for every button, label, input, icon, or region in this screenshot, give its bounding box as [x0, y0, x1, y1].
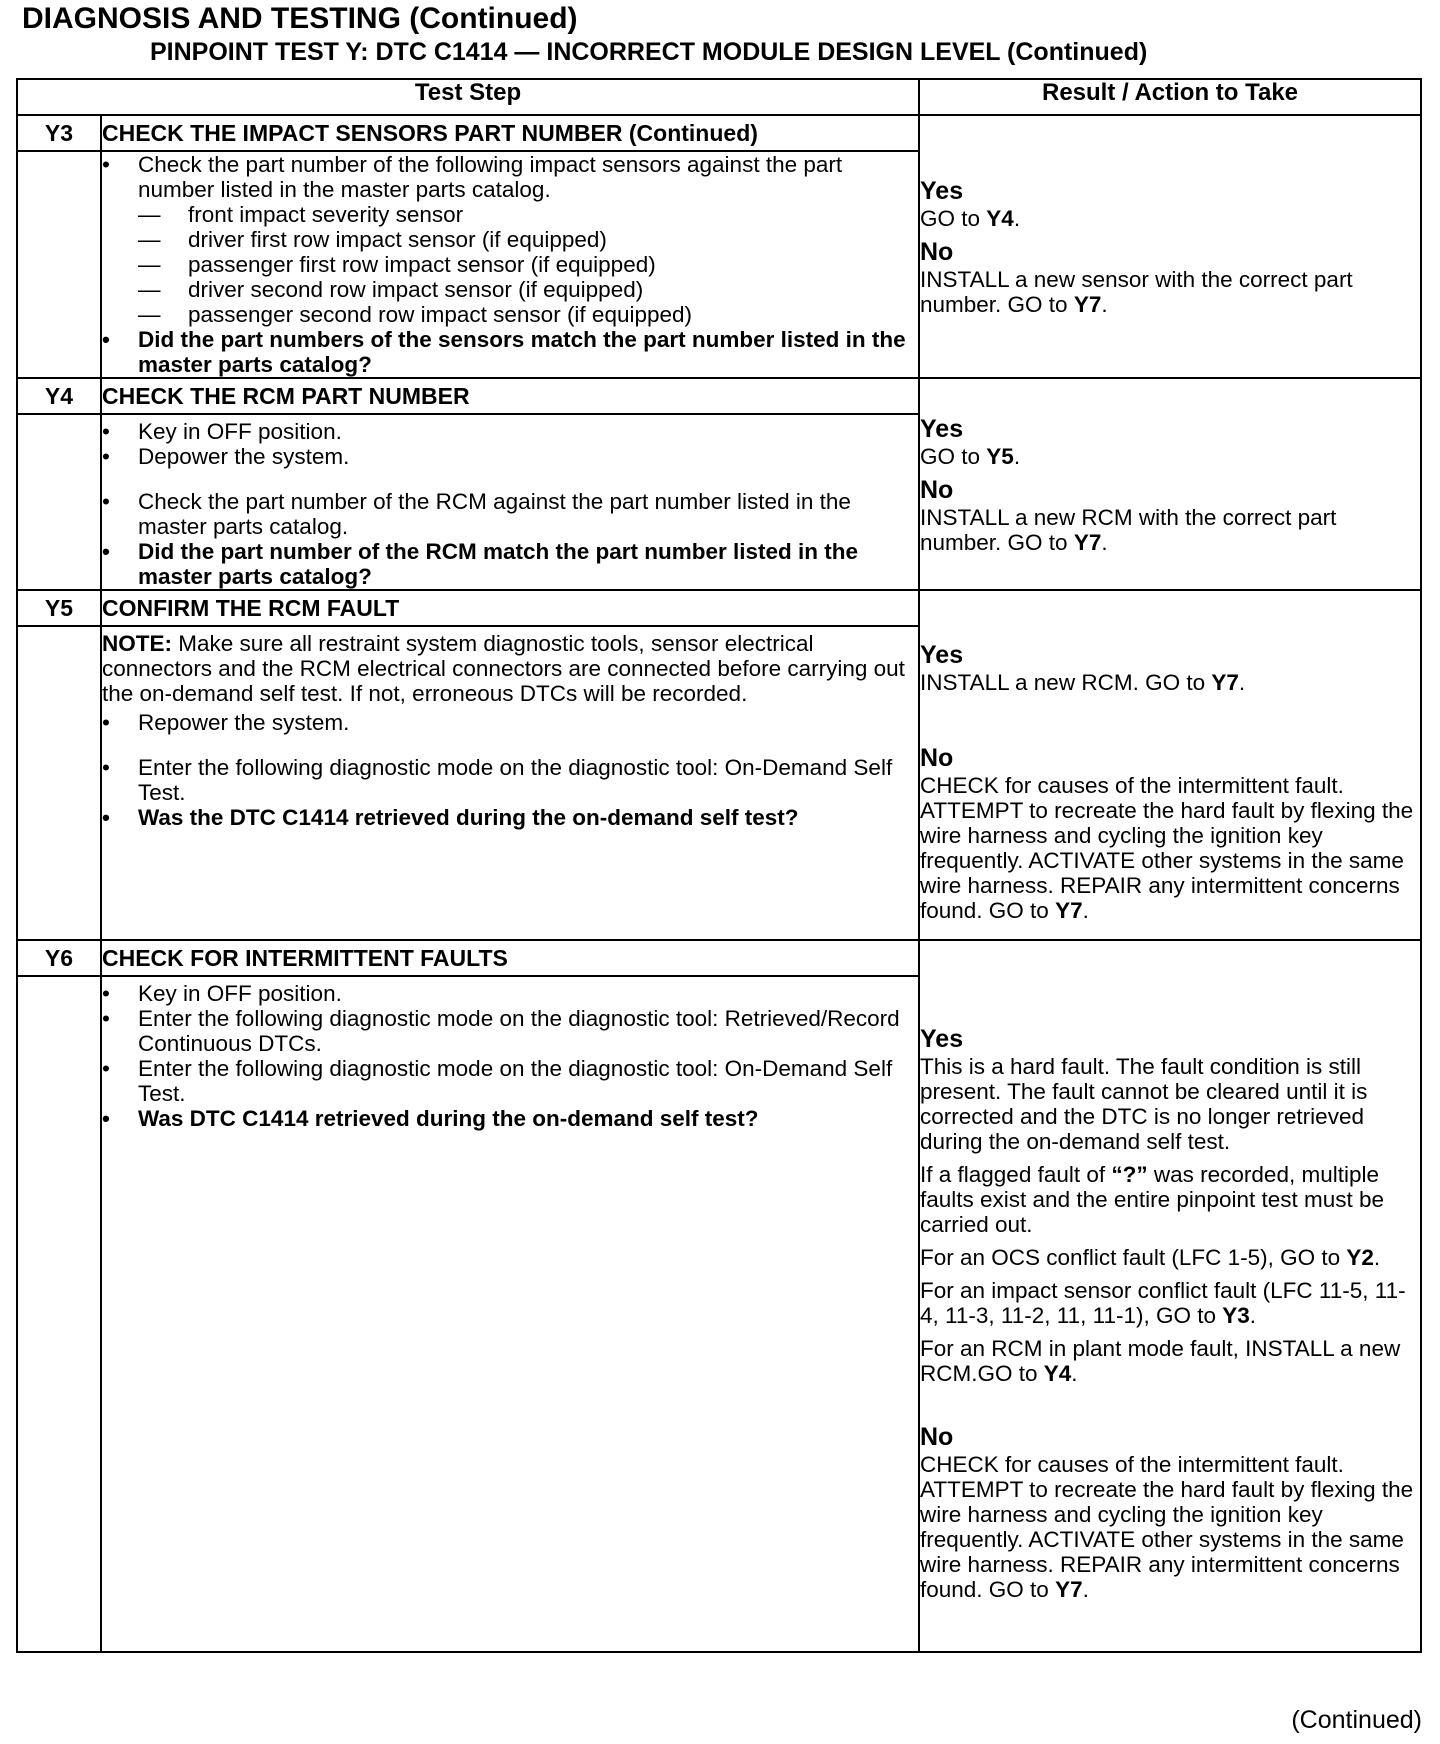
page-subtitle: PINPOINT TEST Y: DTC C1414 — INCORRECT MODULE DESIGN LEVEL (Continued) — [150, 38, 1148, 66]
pinpoint-test-table — [16, 78, 1422, 1653]
step-id: Y5 — [17, 590, 101, 626]
step-y5-title-row — [17, 590, 1421, 626]
step-ref: Y5 — [986, 443, 1014, 469]
result-action-header: Result / Action to Take — [919, 79, 1421, 115]
step-title: CONFIRM THE RCM FAULT — [101, 590, 919, 626]
instruction-item: • Depower the system. — [102, 444, 918, 469]
yes-action: INSTALL a new RCM. GO to Y7. — [920, 669, 1246, 695]
yes-action: GO to Y5. — [920, 443, 1021, 469]
no-label: No — [920, 475, 954, 504]
sensor-item: — passenger first row impact sensor (if equipped) — [138, 252, 918, 277]
step-question: • Did the part numbers of the sensors match the part number listed in the master parts catalog? — [102, 327, 918, 377]
table-header-row — [17, 79, 1421, 115]
ocs-conflict-text: For an OCS conflict fault (LFC 1-5), GO to Y2. — [920, 1245, 1381, 1270]
instruction-item: • Key in OFF position. — [102, 981, 918, 1006]
step-y5-result — [919, 590, 1421, 940]
step-y6-title-row — [17, 940, 1421, 976]
sensor-item: — front impact severity sensor — [138, 202, 918, 227]
no-action: INSTALL a new RCM with the correct part number. GO to Y7. — [920, 504, 1337, 555]
step-ref: Y4 — [1043, 1361, 1072, 1386]
sensor-item: — driver first row impact sensor (if equipped) — [138, 227, 918, 252]
step-y5-instructions — [101, 626, 919, 940]
step-y3-title-row — [17, 115, 1421, 151]
step-y3-result — [919, 115, 1421, 378]
page-title: DIAGNOSIS AND TESTING (Continued) — [22, 2, 578, 35]
step-id: Y3 — [17, 115, 101, 151]
no-action: INSTALL a new sensor with the correct part number. GO to Y7. — [920, 267, 1353, 317]
step-y6-instructions — [101, 976, 919, 1652]
step-ref: Y7 — [1055, 897, 1083, 923]
step-ref: Y4 — [986, 206, 1014, 231]
test-step-header: Test Step — [17, 79, 919, 115]
instruction-item: • Enter the following diagnostic mode on the diagnostic tool: On-Demand Self Test. — [102, 1056, 918, 1106]
instruction-item: • Repower the system. — [102, 710, 918, 735]
no-label: No — [920, 743, 954, 772]
step-title: CHECK FOR INTERMITTENT FAULTS — [101, 940, 919, 976]
no-action: CHECK for causes of the intermittent fault. ATTEMPT to recreate the hard fault by flexing the wire harness and cycling the ignition key frequently. ACTIVATE other systems in the same wire harness. REPAIR any intermittent concerns found. GO to Y7. — [920, 772, 1414, 923]
no-label: No — [920, 1423, 954, 1451]
no-label: No — [920, 238, 954, 266]
yes-label: Yes — [920, 640, 964, 669]
yes-label: Yes — [920, 414, 964, 443]
step-id: Y6 — [17, 940, 101, 976]
step-ref: Y7 — [1211, 669, 1239, 695]
step-question: • Was DTC C1414 retrieved during the on-demand self test? — [102, 1106, 918, 1131]
impact-conflict-text: For an impact sensor conflict fault (LFC 11-5, 11-4, 11-3, 11-2, 11, 11-1), GO to Y3. — [920, 1278, 1406, 1328]
step-y6-result — [919, 940, 1421, 1652]
instruction-item: • Check the part number of the RCM against the part number listed in the master parts catalog. — [102, 489, 918, 539]
step-question: • Did the part number of the RCM match the part number listed in the master parts catalog? — [102, 539, 918, 589]
sensor-item: — driver second row impact sensor (if equipped) — [138, 277, 918, 302]
step-title: CHECK THE RCM PART NUMBER — [101, 378, 919, 414]
step-y4-title-row — [17, 378, 1421, 414]
note: NOTE: Make sure all restraint system diagnostic tools, sensor electrical connectors and the RCM electrical connectors are connected before carrying out the on-demand self test. If not, erroneous DTCs will be recorded. — [102, 631, 905, 706]
instruction-item: • Key in OFF position. — [102, 419, 918, 444]
step-question: • Was the DTC C1414 retrieved during the on-demand self test? — [102, 805, 918, 830]
step-ref: Y7 — [1073, 529, 1102, 555]
flagged-fault-text: If a flagged fault of “?” was recorded, multiple faults exist and the entire pinpoint test must be carried out. — [920, 1162, 1385, 1237]
no-action: CHECK for causes of the intermittent fault. ATTEMPT to recreate the hard fault by flexing the wire harness and cycling the ignition key frequently. ACTIVATE other systems in the same wire harness. REPAIR any intermittent concerns found. GO to Y7. — [920, 1452, 1414, 1602]
step-y4-instructions — [101, 414, 919, 590]
continued-label: (Continued) — [1291, 1706, 1422, 1734]
step-ref: Y7 — [1055, 1577, 1083, 1602]
step-y3-instructions — [101, 151, 919, 378]
instruction-item: • Enter the following diagnostic mode on the diagnostic tool: Retrieved/Record Continuous DTCs. — [102, 1006, 918, 1056]
step-id: Y4 — [17, 378, 101, 414]
yes-label: Yes — [920, 177, 964, 205]
sensor-item: — passenger second row impact sensor (if equipped) — [138, 302, 918, 327]
yes-action: This is a hard fault. The fault condition is still present. The fault cannot be cleared until it is corrected and the DTC is no longer retrieved during the on-demand self test. — [920, 1054, 1368, 1154]
step-ref: Y2 — [1346, 1245, 1374, 1270]
note-label: NOTE: — [102, 631, 172, 656]
instruction-item: • Check the part number of the following impact sensors against the part number listed in the master parts catalog. — front impact severity sensor — driver first row impact sensor (if equipped) — passenger first row impact sensor (if equipped) — driver second row impact sensor (if equipped) — passenger second row impact sensor (if equipped) — [102, 152, 918, 327]
rcm-plant-mode-text: For an RCM in plant mode fault, INSTALL a new RCM.GO to Y4. — [920, 1336, 1401, 1386]
yes-action: GO to Y4. — [920, 206, 1021, 231]
step-title: CHECK THE IMPACT SENSORS PART NUMBER (Continued) — [101, 115, 919, 151]
step-y4-result — [919, 378, 1421, 590]
instruction-item: • Enter the following diagnostic mode on the diagnostic tool: On-Demand Self Test. — [102, 755, 918, 805]
step-ref: Y3 — [1222, 1303, 1250, 1328]
yes-label: Yes — [920, 1025, 964, 1053]
step-ref: Y7 — [1073, 292, 1102, 317]
